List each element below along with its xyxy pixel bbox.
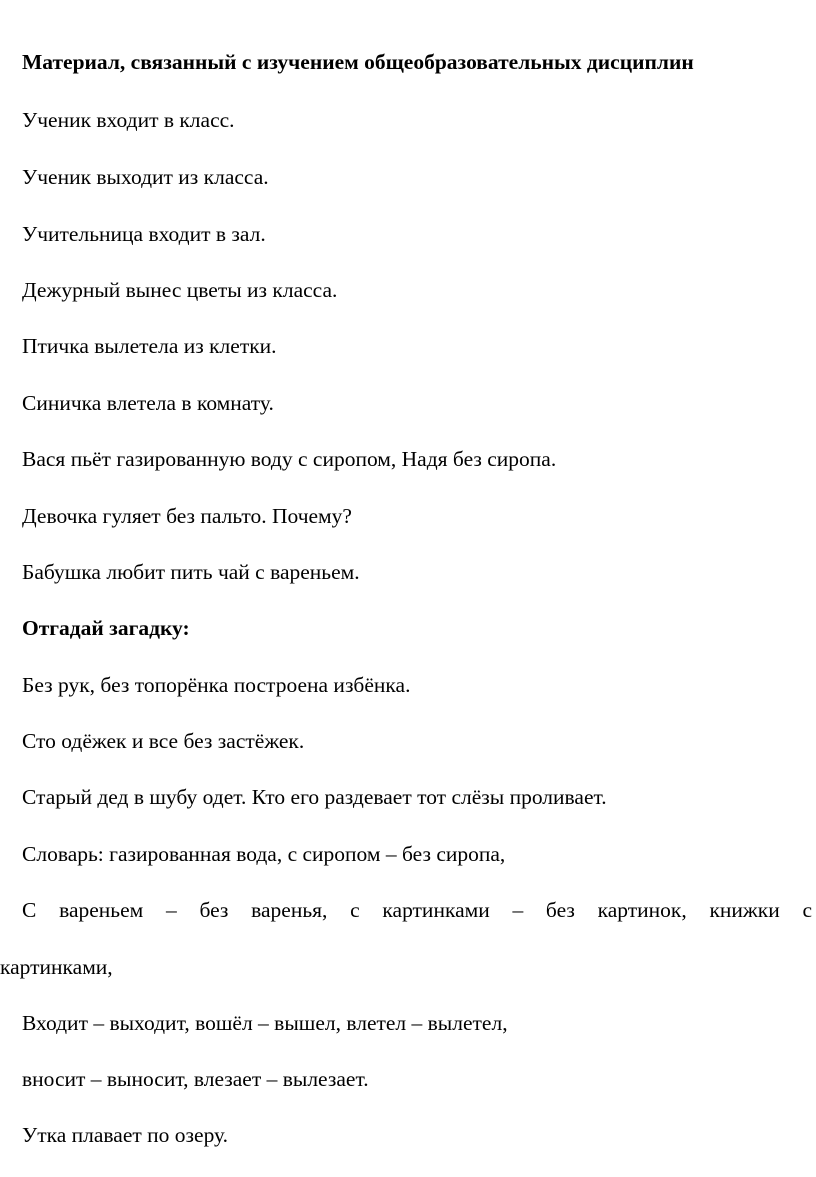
sentence-line: Синичка влетела в комнату.: [22, 391, 274, 415]
sentence-line: Дежурный вынес цветы из класса.: [22, 278, 338, 302]
sentence-line: Учительница входит в зал.: [22, 222, 266, 246]
sentence-line: Девочка гуляет без пальто. Почему?: [22, 504, 352, 528]
document-heading: Материал, связанный с изучением общеобразовательных дисциплин: [22, 50, 694, 74]
sentence-line: Бабушка любит пить чай с вареньем.: [22, 560, 360, 584]
sentence-line: Ученик входит в класс.: [22, 108, 235, 132]
riddle-heading: Отгадай загадку:: [22, 616, 190, 640]
vocabulary-line: Словарь: газированная вода, с сиропом – без сиропа,: [22, 842, 506, 866]
sentence-line: Ученик выходит из класса.: [22, 165, 269, 189]
verbs-line: Входит – выходит, вошёл – вышел, влетел – вылетел,: [22, 1011, 508, 1035]
sentence-line: Птичка вылетела из клетки.: [22, 334, 277, 358]
riddle-line: Старый дед в шубу одет. Кто его раздевает тот слёзы проливает.: [22, 785, 607, 809]
vocabulary-long-line-continuation: картинками,: [0, 955, 113, 979]
riddle-line: Без рук, без топорёнка построена избёнка.: [22, 673, 411, 697]
last-line: Утка плавает по озеру.: [22, 1123, 229, 1147]
riddle-line: Сто одёжек и все без застёжек.: [22, 729, 305, 753]
vocabulary-long-line: С вареньем – без варенья, с картинками – без картинок, книжки с: [22, 898, 812, 922]
sentence-line: Вася пьёт газированную воду с сиропом, Надя без сиропа.: [22, 447, 557, 471]
verbs-line: вносит – выносит, влезает – вылезает.: [22, 1067, 369, 1091]
